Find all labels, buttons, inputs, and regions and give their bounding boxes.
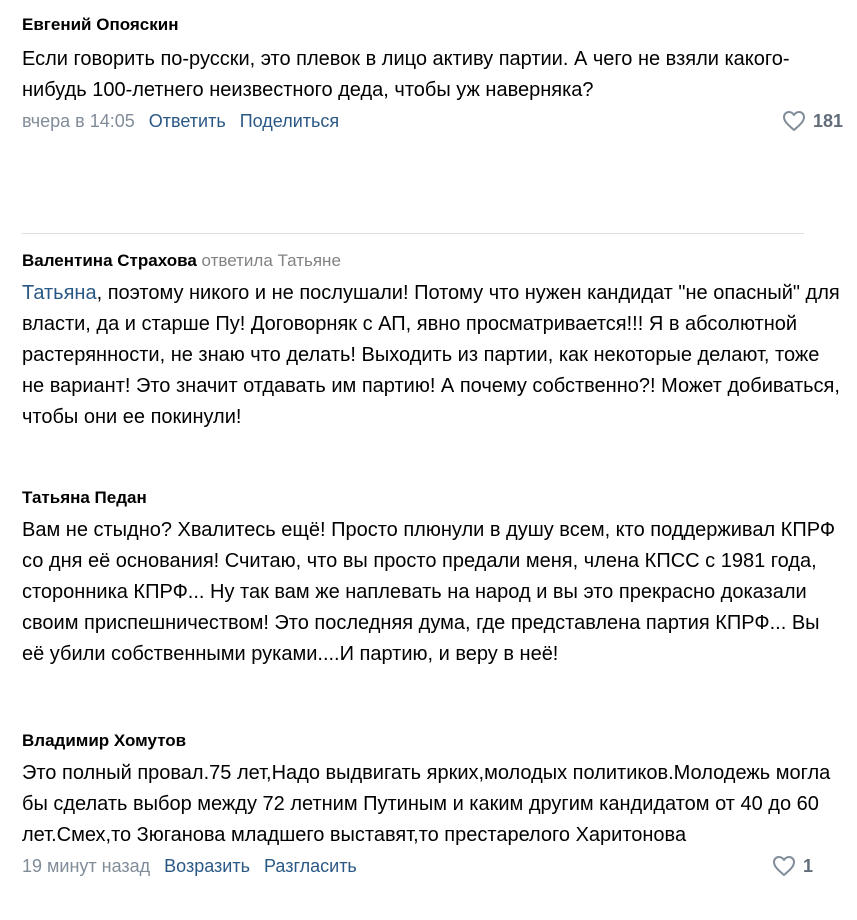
comment-text: Если говорить по-русски, это плевок в лицо активу партии. А чего не взяли какого-нибудь 100-летнего неизвестного деда, чтобы уж наверняка? (22, 48, 790, 101)
like-count: 181 (812, 110, 843, 131)
reply-to-label[interactable]: ответила Татьяне (201, 251, 341, 270)
comment-text: , поэтому никого и не послушали! Потому что нужен кандидат "не опасный" для власти, да и старше Пу! Договорняк с АП, явно просматривается!!! Я в абсолютной растерянности, не знаю что делать! Выходить из партии, как некоторые делают, тоже не вариант! Это значит отдавать им партию! А почему собственно?! Может добиваться, чтобы они ее покинули! (22, 282, 840, 428)
divider (22, 233, 804, 234)
comment-text: Вам не стыдно? Хвалитесь ещё! Просто плюнули в душу всем, кто поддерживал КПРФ со дня её основания! Считаю, что вы просто предали меня, члена КПСС с 1981 года, сторонника КПРФ... Ну так вам же наплевать на народ и вы это прекрасно доказали своим приспешничеством! Это последняя дума, где представлена партия КПРФ... Вы её убили собственными руками....И партию, и веру в неё! (22, 519, 836, 665)
comment-author[interactable]: Валентина Страхова (22, 251, 197, 270)
comment-author[interactable]: Евгений Опояскин (22, 15, 179, 34)
object-button[interactable]: Возразить (164, 855, 250, 876)
comment-footer (22, 853, 843, 879)
disclose-button[interactable]: Разгласить (263, 855, 357, 876)
heart-outline-icon (771, 855, 797, 877)
comment-date[interactable]: вчера в 14:05 (22, 110, 135, 131)
mention-link[interactable]: Татьяна (22, 282, 97, 304)
reply-button[interactable]: Ответить (148, 110, 226, 131)
comment (22, 487, 843, 670)
comment (22, 730, 843, 879)
comment-text: Это полный провал.75 лет,Надо выдвигать ярких,молодых политиков.Молодежь могла бы сделать выбор между 72 летним Путиным и каким другим кандидатом от 40 до 60 лет.Смех,то Зюганова младшего выставят,то престарелого Харитонова (22, 762, 831, 846)
comment-footer (22, 108, 843, 134)
like-button[interactable] (771, 855, 813, 877)
like-button[interactable] (781, 110, 843, 132)
heart-outline-icon (781, 110, 807, 132)
comment-text-block (22, 278, 843, 433)
comment-author-line (22, 250, 843, 272)
comment-author[interactable]: Владимир Хомутов (22, 731, 187, 750)
comment (22, 250, 843, 433)
comment-author[interactable]: Татьяна Педан (22, 488, 147, 507)
like-count: 1 (802, 855, 813, 876)
share-button[interactable]: Поделиться (239, 110, 340, 131)
comment-date[interactable]: 19 минут назад (22, 855, 151, 876)
comment (22, 14, 843, 134)
